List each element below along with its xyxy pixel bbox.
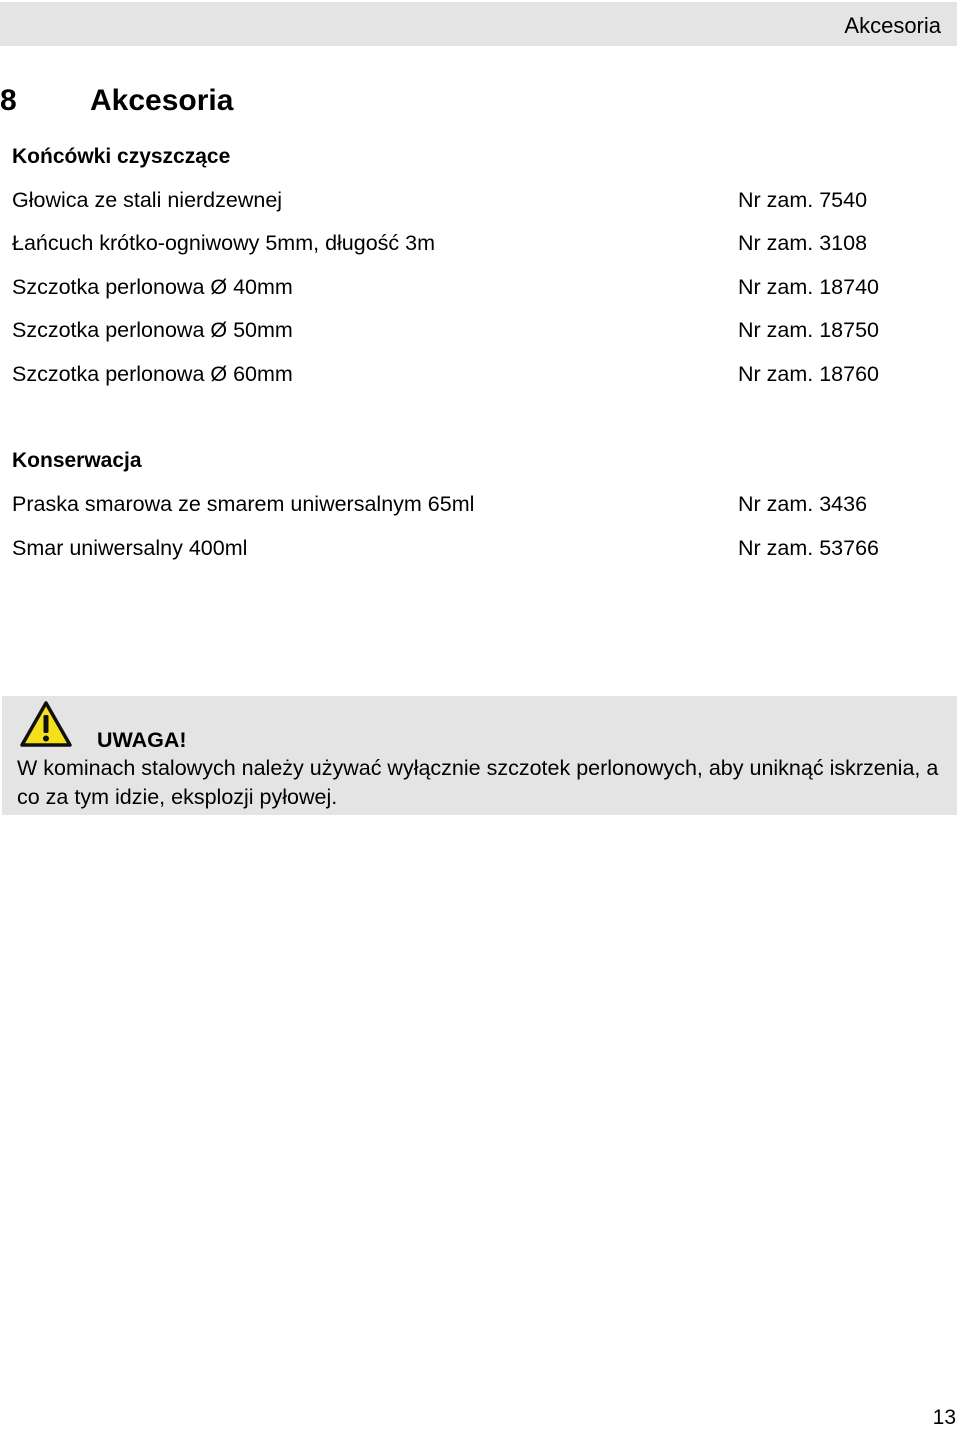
list-item bbox=[0, 186, 960, 214]
chapter-number: 8 bbox=[0, 84, 17, 117]
list-item bbox=[0, 273, 960, 301]
item-order-number: Nr zam. 18740 bbox=[738, 275, 880, 299]
warning-label: UWAGA! bbox=[97, 728, 187, 752]
list-item bbox=[0, 316, 960, 344]
item-order-number: Nr zam. 3436 bbox=[738, 492, 868, 516]
section-heading-cleaning-heads: Końcówki czyszczące bbox=[12, 145, 231, 168]
item-name: Szczotka perlonowa Ø 50mm bbox=[12, 318, 293, 342]
list-item bbox=[0, 229, 960, 257]
item-order-number: Nr zam. 53766 bbox=[738, 536, 880, 560]
section-heading-maintenance: Konserwacja bbox=[12, 449, 142, 472]
running-header bbox=[0, 2, 957, 46]
warning-box bbox=[2, 696, 957, 815]
item-name: Głowica ze stali nierdzewnej bbox=[12, 188, 283, 212]
running-header-title: Akcesoria bbox=[844, 13, 941, 38]
chapter-title: Akcesoria bbox=[90, 84, 234, 117]
item-order-number: Nr zam. 7540 bbox=[738, 188, 868, 212]
item-order-number: Nr zam. 18750 bbox=[738, 318, 880, 342]
item-order-number: Nr zam. 3108 bbox=[738, 231, 868, 255]
item-name: Smar uniwersalny 400ml bbox=[12, 536, 248, 560]
item-name: Szczotka perlonowa Ø 40mm bbox=[12, 275, 293, 299]
page-number: 13 bbox=[932, 1406, 956, 1429]
item-name: Praska smarowa ze smarem uniwersalnym 65ml bbox=[12, 492, 475, 516]
list-item bbox=[0, 360, 960, 388]
item-name: Łańcuch krótko-ogniwowy 5mm, długość 3m bbox=[12, 231, 436, 255]
item-order-number: Nr zam. 18760 bbox=[738, 362, 880, 386]
list-item bbox=[0, 490, 960, 518]
warning-triangle-icon bbox=[19, 700, 73, 748]
item-name: Szczotka perlonowa Ø 60mm bbox=[12, 362, 293, 386]
list-item bbox=[0, 534, 960, 562]
warning-text: W kominach stalowych należy używać wyłącznie szczotek perlonowych, aby uniknąć iskrzenia, a co za tym idzie, eksplozji pyłowej. bbox=[17, 756, 939, 809]
